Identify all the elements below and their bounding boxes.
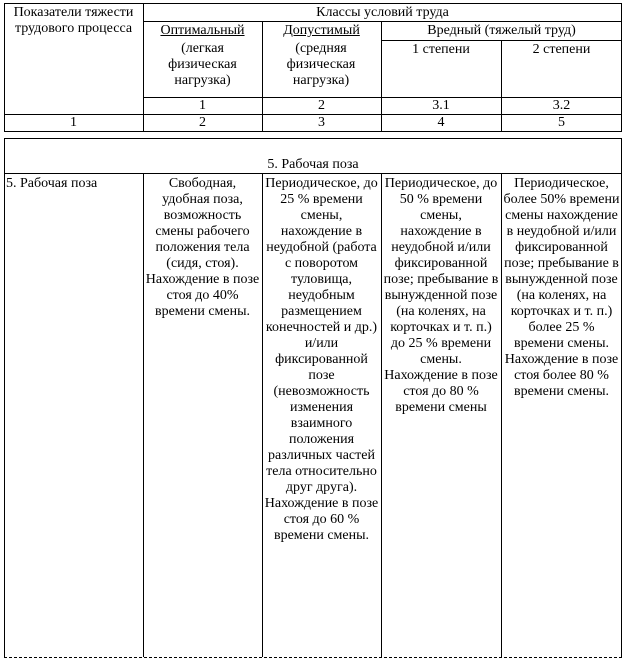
classes-header: Классы условий труда	[316, 5, 449, 20]
acceptable-title: Допустимый	[283, 23, 360, 38]
class-code: 3.2	[552, 98, 571, 113]
indicators-header: Показатели тяжести трудового процесса	[13, 5, 134, 36]
optimal-title: Оптимальный	[160, 23, 245, 38]
column-number: 2	[199, 115, 206, 130]
column-number: 5	[558, 115, 565, 130]
column-number: 3	[318, 115, 325, 130]
class-code: 2	[318, 98, 325, 113]
cell-acceptable: Периодическое, до 25 % времени смены, нахождение в неудобной (работа с поворотом туловища, неудобным размещением конечностей и др.) и/или фиксированной позе (невозможность изменения взаимного положения различных частей тела относительно друг друга). Нахождение в позе стоя до 60 % времени смены.	[264, 176, 379, 543]
harmful-degree-1: 1 степени	[412, 42, 470, 57]
column-number: 4	[437, 115, 445, 130]
section-title: 5. Рабочая поза	[267, 157, 359, 172]
class-code: 3.1	[432, 98, 450, 113]
cell-harmful-2: Периодическое, более 50% времени смены нахождение в неудобной и/или фиксированной позе; пребывание в вынужденной позе (на коленях, на корточках и т. п.) более 25 % времени смены. Нахождение в позе стоя более 80 % времени смены.	[503, 176, 620, 399]
class-code: 1	[199, 98, 206, 113]
column-number: 1	[70, 115, 77, 130]
acceptable-desc: (средняя физическая нагрузка)	[286, 41, 356, 88]
row-label: 5. Рабочая поза	[6, 176, 98, 191]
cell-optimal: Свободная, удобная поза, возможность смены рабочего положения тела (сидя, стоя). Нахождение в позе стоя до 40% времени смены.	[145, 176, 260, 319]
harmful-title: Вредный (тяжелый труд)	[427, 23, 576, 38]
harmful-degree-2: 2 степени	[532, 42, 591, 57]
optimal-desc: (легкая физическая нагрузка)	[168, 41, 237, 88]
cell-harmful-1: Периодическое, до 50 % времени смены, нахождение в неудобной и/или фиксированной позе; пребывание в вынужденной позе (на коленях, на корточках и т. п.) до 25 % времени смены. Нахождение в позе стоя до 80 % времени смены	[383, 176, 499, 415]
